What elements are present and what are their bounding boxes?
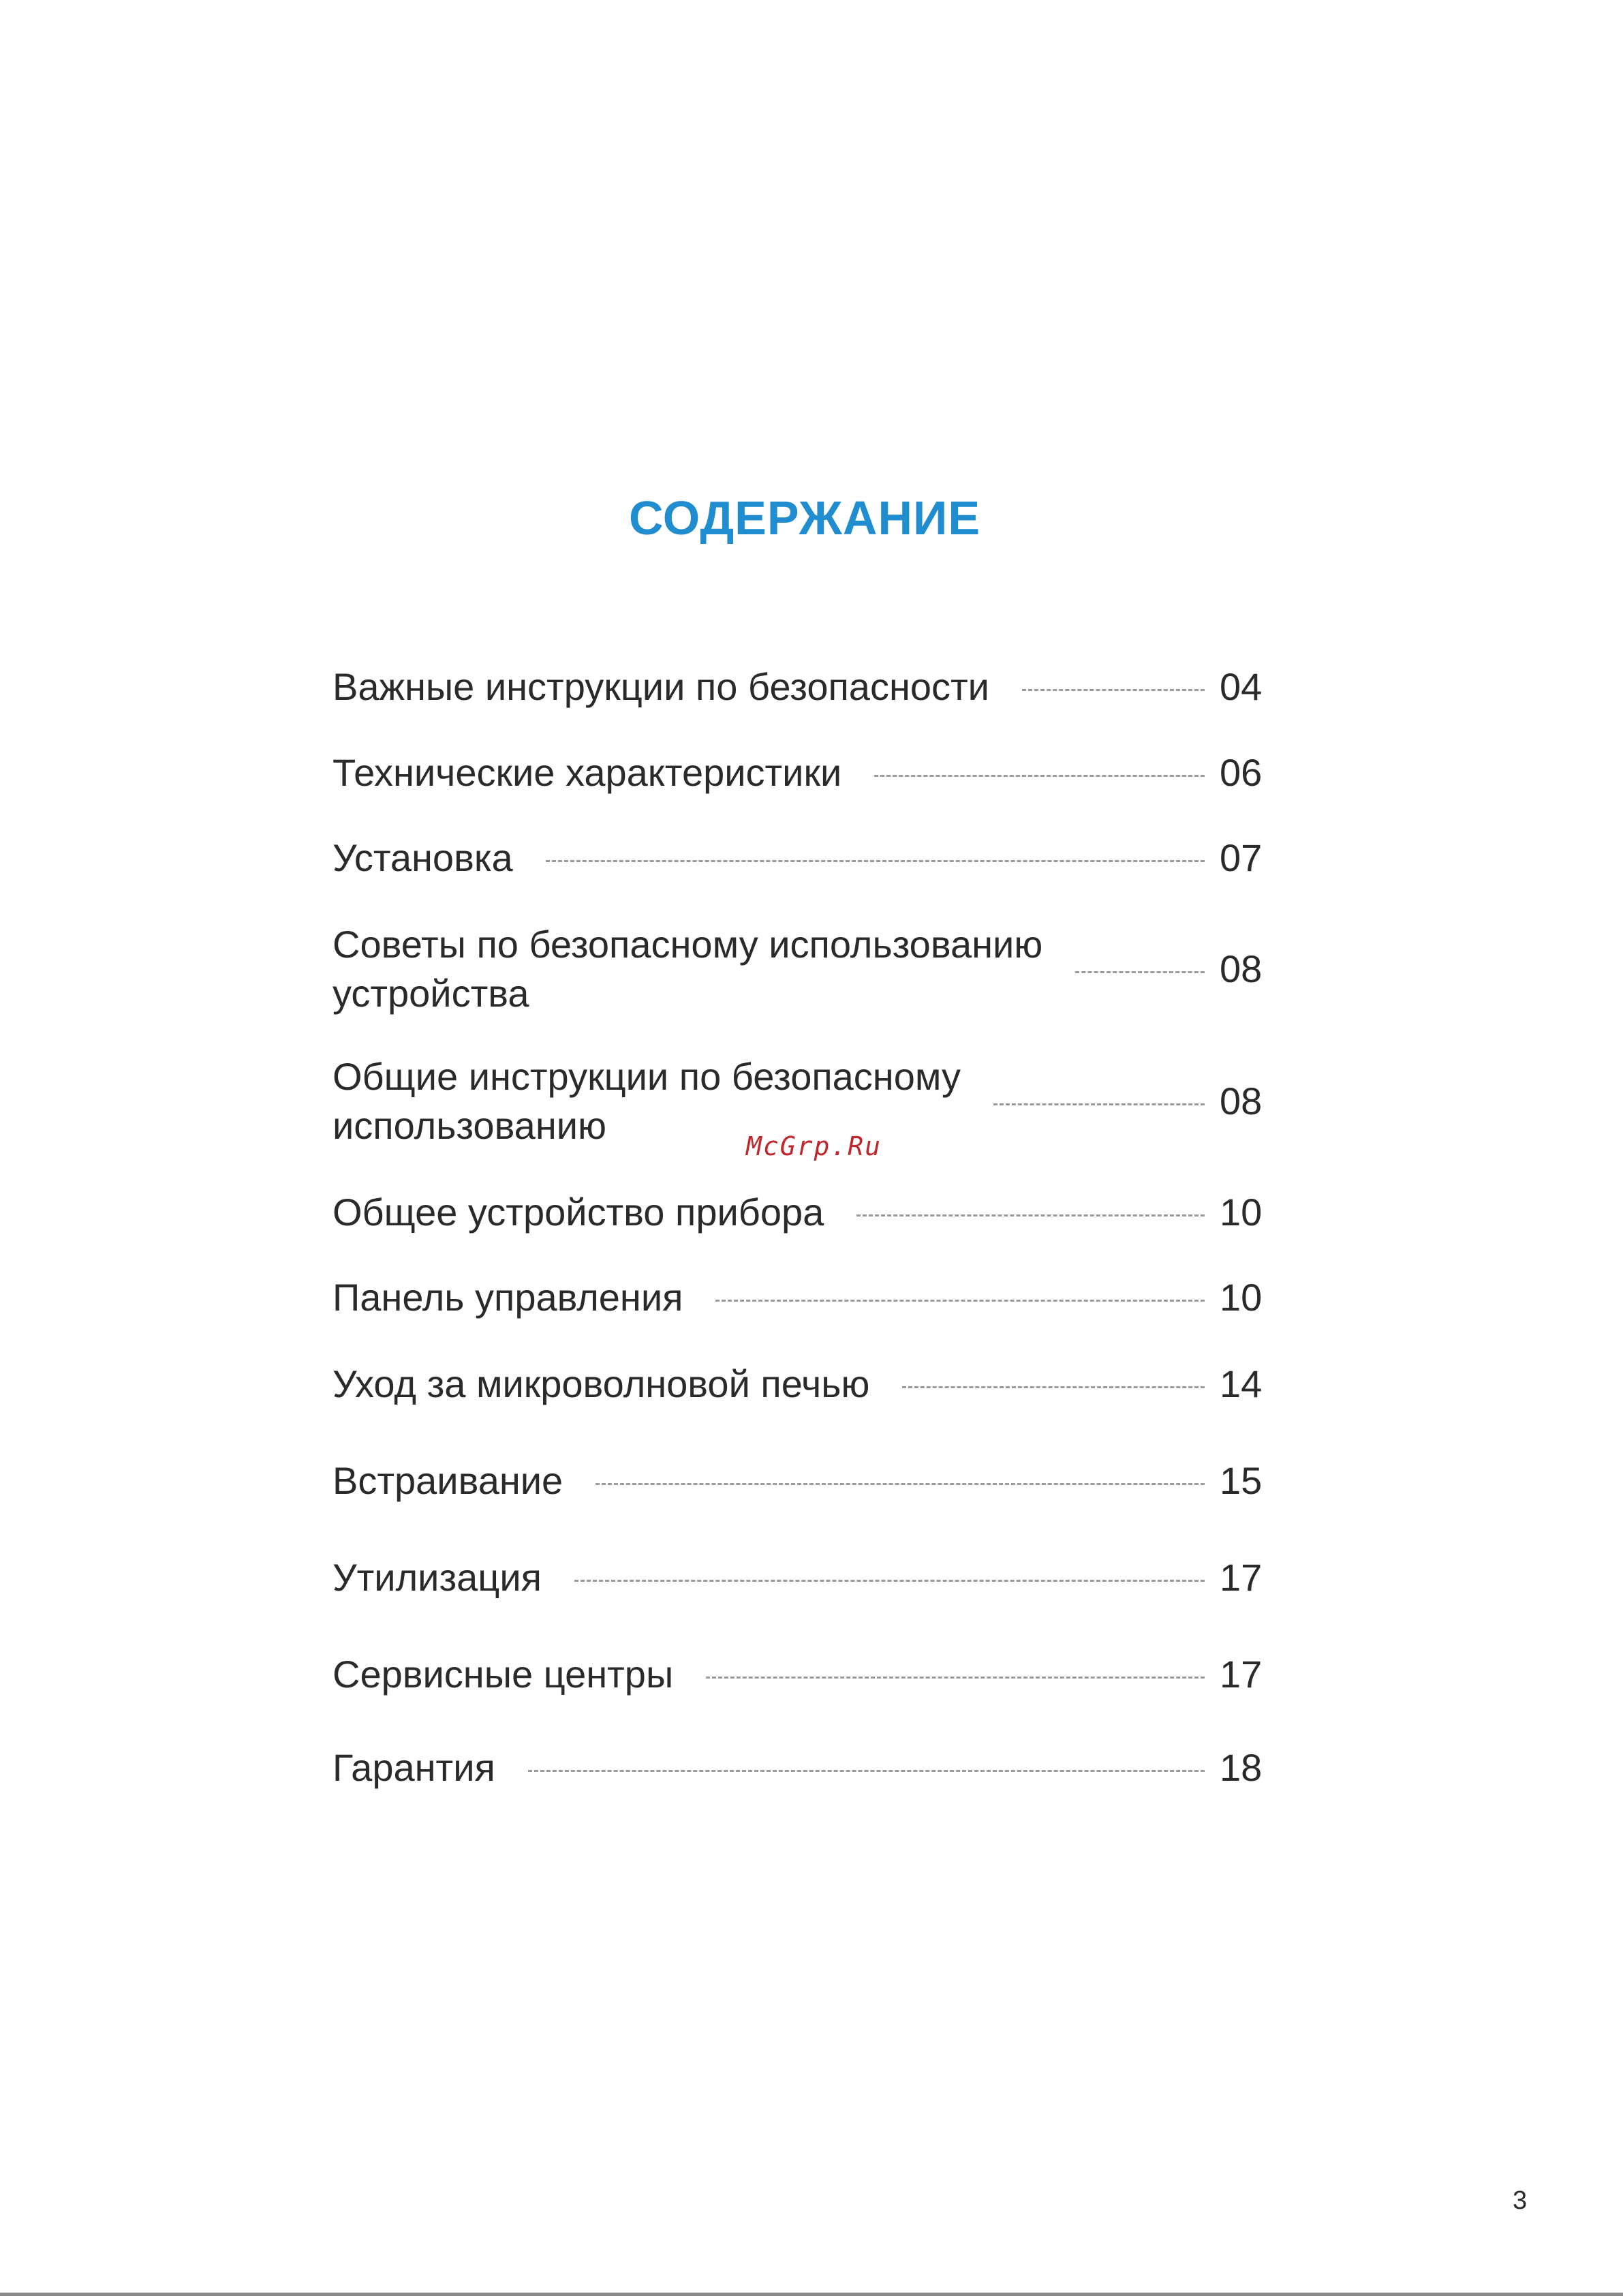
toc-entry-label [333, 920, 1042, 1018]
toc-entry[interactable] [333, 1456, 1274, 1505]
toc-dot-leader [1022, 689, 1205, 691]
toc-entry-page: 08 [1220, 1080, 1263, 1122]
toc-entry-label-line: использованию [333, 1104, 607, 1147]
toc-entry-page: 15 [1220, 1459, 1263, 1502]
toc-entry[interactable] [333, 920, 1274, 1018]
toc-dot-leader [715, 1300, 1205, 1302]
toc-entry-label: Встраивание [333, 1459, 563, 1502]
toc-entry-label-line: Советы по безопасному использованию [333, 923, 1043, 966]
toc-entry-page: 18 [1220, 1746, 1263, 1789]
toc-entry-page: 10 [1220, 1276, 1263, 1319]
toc-entry-label: Общее устройство прибора [333, 1191, 824, 1234]
toc-entry-page: 07 [1220, 836, 1263, 879]
toc-entry[interactable] [333, 1650, 1274, 1699]
page-title: СОДЕРЖАНИЕ [628, 491, 981, 545]
toc-entry-label: Сервисные центры [333, 1653, 674, 1696]
toc-dot-leader [574, 1580, 1205, 1582]
toc-entry[interactable] [333, 833, 1274, 883]
toc-dot-leader [1075, 971, 1205, 973]
toc-entry[interactable] [333, 1273, 1274, 1322]
toc-entry-page: 08 [1220, 947, 1263, 990]
toc-entry[interactable] [333, 1360, 1274, 1409]
toc-dot-leader [596, 1483, 1205, 1485]
toc-entry-label-line: устройства [333, 972, 529, 1015]
toc-entry-page: 04 [1220, 665, 1263, 708]
toc-dot-leader [706, 1677, 1205, 1679]
toc-entry-label: Панель управления [333, 1276, 683, 1319]
bottom-rule [0, 2293, 1623, 2296]
toc-dot-leader [993, 1103, 1205, 1105]
toc-entry[interactable] [333, 1553, 1274, 1602]
page-number: 3 [1513, 2186, 1528, 2215]
toc-entry[interactable] [333, 662, 1274, 711]
toc-entry-label: Гарантия [333, 1746, 495, 1789]
toc-dot-leader [874, 775, 1205, 777]
toc-entry-label: Установка [333, 836, 513, 879]
toc-entry-label: Утилизация [333, 1556, 542, 1599]
watermark: McGrp.Ru [746, 1131, 882, 1161]
toc-entry[interactable] [333, 748, 1274, 797]
toc-dot-leader [528, 1770, 1205, 1772]
toc-entry-label-line: Общие инструкции по безопасному [333, 1055, 961, 1098]
toc-dot-leader [856, 1214, 1205, 1216]
toc-entry-label: Уход за микроволновой печью [333, 1362, 870, 1405]
toc-dot-leader [546, 860, 1205, 862]
toc-entry-page: 06 [1220, 751, 1263, 794]
toc-entry-page: 14 [1220, 1362, 1263, 1405]
toc-entry-page: 10 [1220, 1191, 1263, 1234]
toc-entry[interactable] [333, 1188, 1274, 1237]
toc-entry[interactable] [333, 1743, 1274, 1792]
toc-entry-label: Важные инструкции по безопасности [333, 665, 989, 708]
toc-dot-leader [902, 1386, 1205, 1388]
toc-entry-page: 17 [1220, 1556, 1263, 1599]
toc-entry-page: 17 [1220, 1653, 1263, 1696]
toc-entry-label: Технические характеристики [333, 751, 842, 794]
